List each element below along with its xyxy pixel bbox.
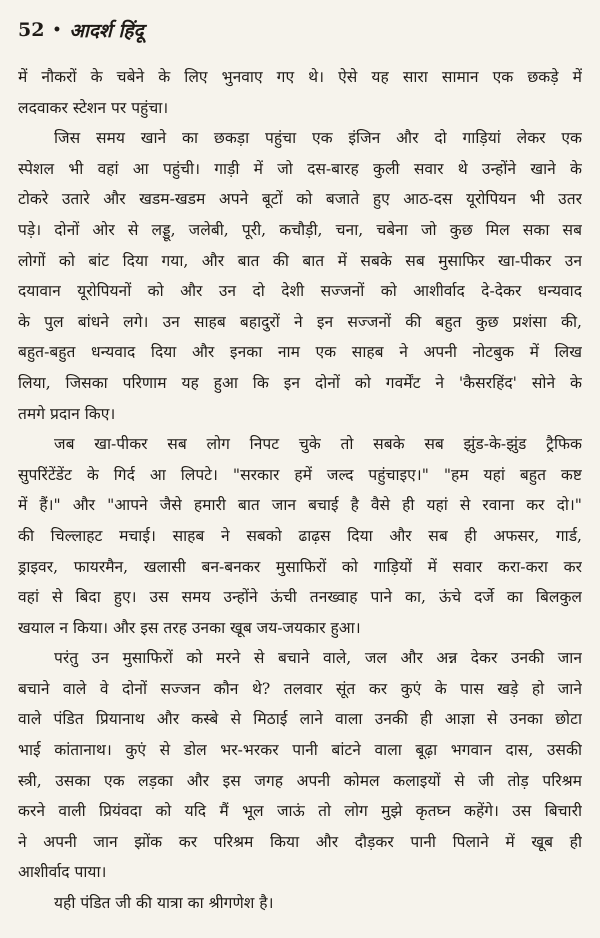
text-line: वाले पंडित प्रियानाथ और कस्बे से मिठाई लाने वाला उनकी ही आज्ञा से उनका छोटा: [18, 710, 582, 729]
text-line: स्पेशल भी वहां आ पहुंची। गाड़ी में जो दस-बारह कुली सवार थे उन्होंने खाने के: [18, 159, 582, 178]
text-line: तमगे प्रदान किए।: [18, 404, 116, 423]
text-line: जब खा-पीकर सब लोग निपट चुके तो सबके सब झुंड-के-झुंड ट्रैफिक: [54, 435, 582, 454]
text-line: लोगों को बांट दिया गया, और बात की बात में सबके सब मुसाफिर खा-पीकर उन: [18, 251, 582, 270]
text-line: लदवाकर स्टेशन पर पहुंचा।: [18, 98, 169, 117]
text-line: वहां से बिदा हुए। उस समय उन्होंने ऊंची तनख्वाह पाने का, ऊंचे दर्जे का बिलकुल: [18, 588, 582, 607]
text-line: पड़े। दोनों ओर से लड्डू, जलेबी, पूरी, कचौड़ी, चना, चबेना जो कुछ मिल सका सब: [18, 220, 582, 239]
text-line: की चिल्लाहट मचाई। साहब ने सबको ढाढ़स दिया और सब ही अफसर, गार्ड,: [18, 526, 582, 545]
text-line: के पुल बांधने लगे। उन साहब बहादुरों ने इन सज्जनों की बहुत कुछ प्रशंसा की,: [18, 312, 582, 331]
page-header: [18, 16, 582, 44]
text-line: बचाने वाले वे दोनों सज्जन कौन थे? तलवार सूंत कर कुएं के पास खड़े हो जाने: [18, 679, 582, 698]
text-line: दयावान यूरोपियनों को और उन दो देशी सज्जनों को आशीर्वाद दे-देकर धन्यवाद: [18, 282, 582, 301]
text-line: यही पंडित जी की यात्रा का श्रीगणेश है।: [54, 894, 274, 913]
page-number: 52: [18, 19, 45, 41]
text-line: सुपरिंटेंडेंट के गिर्द आ लिपटे। "सरकार हमें जल्द पहुंचाइए।" "हम यहां बहुत कष्ट: [18, 465, 582, 484]
text-line: भाई कांतानाथ। कुएं से डोल भर-भरकर पानी बांटने वाला बूढ़ा भगवान दास, उसकी: [18, 741, 582, 760]
text-line: ने अपनी जान झोंक कर परिश्रम किया और दौड़कर पानी पिलाने में खूब ही: [18, 832, 582, 851]
text-line: लिया, जिसका परिणाम यह हुआ कि इन दोनों को गवर्मेंट ने 'कैसरहिंद' सोने के: [18, 373, 582, 392]
text-line: में नौकरों के चबेने के लिए भुनवाए गए थे। ऐसे यह सारा सामान एक छकड़े में: [18, 68, 582, 86]
text-line: आशीर्वाद पाया।: [18, 863, 107, 882]
text-line: करने वाली प्रियंवदा को यदि मैं भूल जाऊं तो लोग मुझे कृतघ्न कहेंगे। उस बिचारी: [18, 802, 582, 821]
text-line: परंतु उन मुसाफिरों को मरने से बचाने वाले, जल और अन्न देकर उनकी जान: [54, 649, 582, 668]
text-line: जिस समय खाने का छकड़ा पहुंचा एक इंजिन और दो गाड़ियां लेकर एक: [54, 129, 582, 148]
text-line: बहुत-बहुत धन्यवाद दिया और इनका नाम एक साहब ने अपनी नोटबुक में लिख: [18, 343, 582, 362]
book-title: आदर्श हिंदू: [69, 20, 144, 42]
text-line: खयाल न किया। और इस तरह उनका खूब जय-जयकार हुआ।: [18, 618, 361, 637]
text-line: में हैं।" और "आपने जैसे हमारी बात जान बचाई है वैसे ही यहां से रवाना कर दो।": [18, 496, 582, 515]
text-line: स्त्री, उसका एक लड़का और इस जगह अपनी कोमल कलाइयों से जी तोड़ परिश्रम: [18, 771, 582, 790]
bullet-icon: •: [52, 22, 62, 38]
body-text: [18, 62, 582, 919]
text-line: ड्राइवर, फायरमैन, खलासी बन-बनकर मुसाफिरों को गाड़ियों में सवार करा-करा कर: [18, 557, 582, 576]
text-line: टोकरे उतारे और खडम-खडम अपने बूटों को बजाते हुए आठ-दस यूरोपियन भी उतर: [18, 190, 582, 209]
